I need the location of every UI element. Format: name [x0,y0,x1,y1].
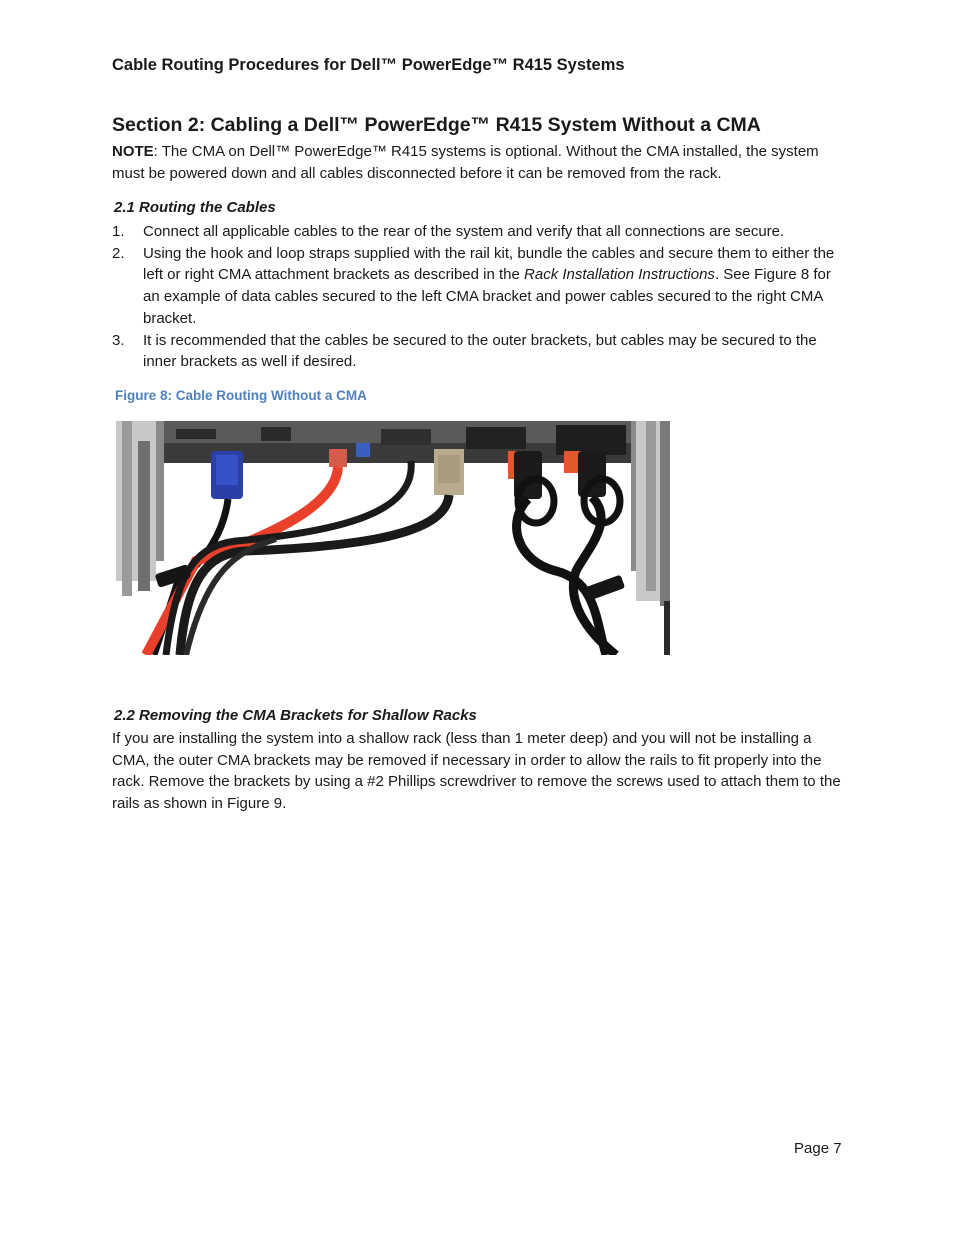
page-number: Page 7 [794,1140,842,1157]
routing-heading: 2.1 Routing the Cables [114,199,276,216]
step-number: 3. [112,331,125,349]
running-header: Cable Routing Procedures for Dell™ PowerEdge™ R415 Systems [112,56,625,74]
figure-caption: Figure 8: Cable Routing Without a CMA [115,388,367,403]
step-text: Using the hook and loop straps supplied with the rail kit, bundle the cables and secure them to either the left or right CMA attachment brackets as described in the [143,244,835,284]
list-item [112,243,842,330]
removing-paragraph: If you are installing the system into a shallow rack (less than 1 meter deep) and you will not be installing a CMA, the outer CMA brackets may be removed if necessary in order to allow the rails to fit properly into the rack. Remove the brackets by using a #2 Phillips screwdriver to remove the screws used to attach them to the rails as shown in Figure 9. [112,730,841,813]
list-item [112,221,842,243]
step-text: Connect all applicable cables to the rear of the system and verify that all connections are secure. [143,223,785,240]
step-number: 1. [112,223,125,240]
step-text: It is recommended that the cables be secured to the outer brackets, but cables may be secured to the inner brackets as well if desired. [143,331,817,371]
removing-heading: 2.2 Removing the CMA Brackets for Shallow Racks [114,707,477,724]
section-title: Section 2: Cabling a Dell™ PowerEdge™ R415 System Without a CMA [112,114,761,136]
rack-instructions-reference: Rack Installation Instructions [524,266,715,284]
note-text: : The CMA on Dell™ PowerEdge™ R415 systems is optional. Without the CMA installed, the system must be powered down and all cables disconnected before it can be removed from the rack. [112,143,819,182]
step-text-continued: . See Figure 8 for an example of data cables secured to the left CMA bracket and power cables secured to the right CMA bracket. [143,266,831,327]
routing-steps-list [112,221,842,373]
note-paragraph [112,141,842,184]
cable-routing-photo [116,421,670,655]
note-label: NOTE [112,143,154,160]
list-item [112,330,842,373]
step-number: 2. [112,244,125,262]
